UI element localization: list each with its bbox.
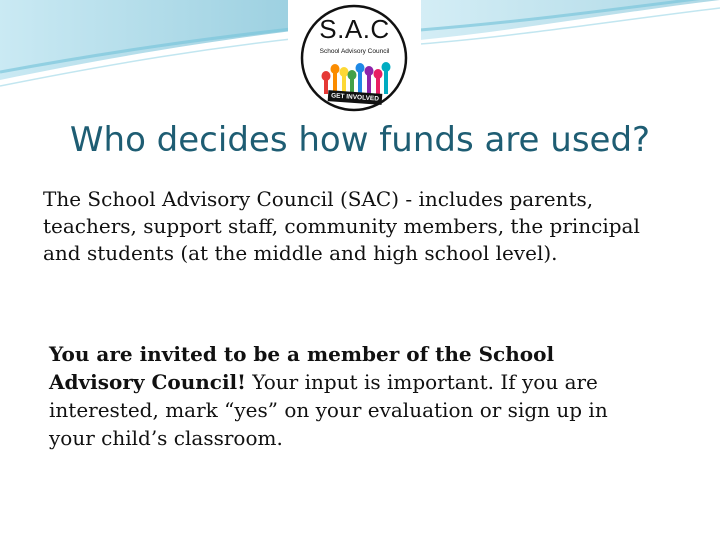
- hand-palm: [374, 69, 383, 79]
- hand-palm: [356, 63, 365, 73]
- hand-palm: [365, 66, 374, 76]
- hand-palm: [322, 71, 331, 81]
- invitation-bold-text: You are invited to be a member of the School Advisory Council!: [49, 342, 555, 394]
- hand-palm: [382, 62, 391, 72]
- hand-palm: [340, 67, 349, 77]
- logo-abbreviation: S.A.C: [319, 14, 390, 44]
- slide-title: Who decides how funds are used?: [69, 120, 651, 160]
- hand-palm: [331, 64, 340, 74]
- intro-paragraph: The School Advisory Council (SAC) - includes parents, teachers, support staff, community members, the principal and students (at the middle and high school level).: [43, 187, 640, 265]
- hand-arm: [384, 69, 388, 94]
- invitation-paragraph: [49, 340, 649, 452]
- hand-palm: [348, 70, 357, 80]
- logo-banner: GET INVOLVED: [328, 90, 383, 105]
- logo-subtitle: School Advisory Council: [319, 48, 390, 55]
- invitation-rest-text: Your input is important. If you are interested, mark “yes” on your evaluation or sign up in your child’s classroom.: [49, 370, 608, 450]
- sac-logo: [288, 0, 421, 118]
- hand-arm: [367, 73, 371, 94]
- hand-arm: [358, 70, 362, 94]
